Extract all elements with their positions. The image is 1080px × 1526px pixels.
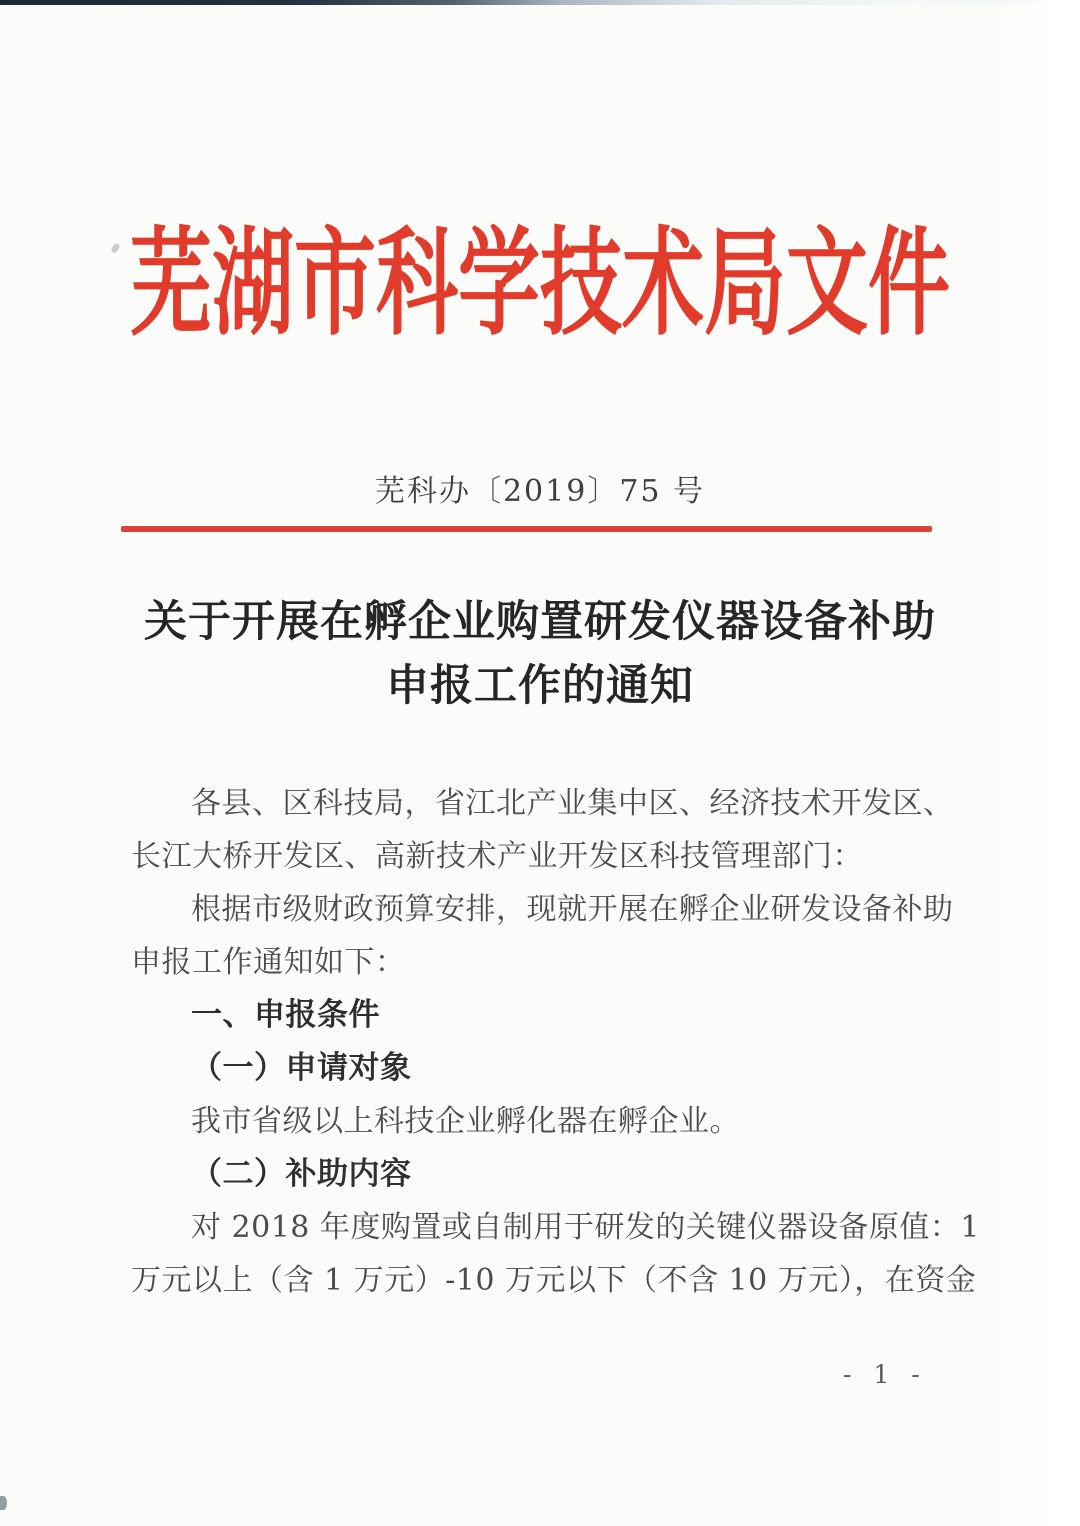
body-line: 根据市级财政预算安排，现就开展在孵企业研发设备补助 (191, 892, 954, 927)
document-reference-number: 芜科办〔2019〕75 号 (374, 474, 706, 509)
body-line: （一）申请对象 (191, 1050, 412, 1086)
scan-speck (0, 1496, 7, 1510)
document-title-line1: 关于开展在孵企业购置研发仪器设备补助 (144, 597, 936, 647)
agency-header-text: 芜湖市科学技术局文件 (129, 215, 950, 352)
body-line: 我市省级以上科技企业孵化器在孵企业。 (191, 1104, 740, 1139)
body-line: 万元以上（含 1 万元）-10 万元以下（不含 10 万元），在资金 (131, 1263, 977, 1298)
scan-artifact-top-edge (0, 0, 1080, 5)
agency-header (0, 200, 1080, 352)
body-line: 申报工作通知如下： (131, 945, 406, 980)
document-title (0, 590, 1080, 718)
body-line: 长江大桥开发区、高新技术产业开发区科技管理部门： (131, 839, 863, 874)
body-line: 各县、区科技局，省江北产业集中区、经济技术开发区、 (191, 786, 954, 821)
red-divider-line (121, 526, 932, 532)
document-body (131, 777, 981, 1307)
body-line: 对 2018 年度购置或自制用于研发的关键仪器设备原值：1 (191, 1210, 981, 1245)
page-number: - 1 - (843, 1360, 927, 1389)
body-line: （二）补助内容 (191, 1156, 412, 1192)
document-title-line2: 申报工作的通知 (386, 661, 694, 711)
body-line: 一、申报条件 (191, 997, 380, 1033)
